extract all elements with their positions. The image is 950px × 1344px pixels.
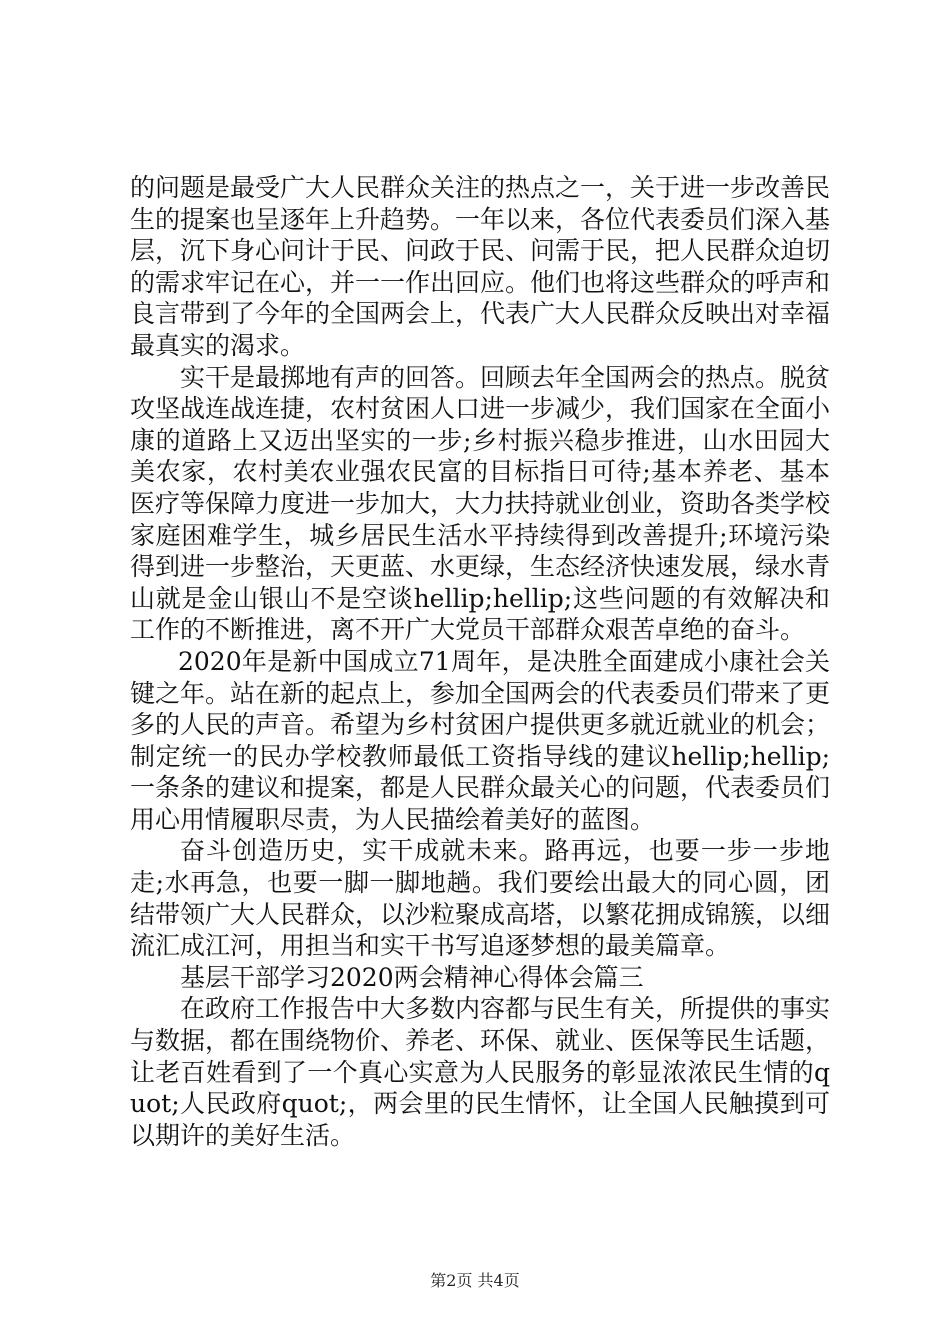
paragraph-4: 奋斗创造历史，实干成就未来。路再远，也要一步一步地走;水再急，也要一脚一脚地趟。我们要绘出最大的同心圆，团结带领广大人民群众，以沙粒聚成高塔，以繁花拥成锦簇，以细流汇成江河，用担当和实干书写追逐梦想的最美篇章。 — [130, 836, 831, 961]
paragraph-1: 的问题是最受广大人民群众关注的热点之一，关于进一步改善民生的提案也呈逐年上升趋势。一年以来，各位代表委员们深入基层，沉下身心问计于民、问政于民、问需于民，把人民群众迫切的需求牢记在心，并一一作出回应。他们也将这些群众的呼声和良言带到了今年的全国两会上，代表广大人民群众反映出对幸福最真实的渴求。 — [130, 173, 831, 360]
paragraph-5: 在政府工作报告中大多数内容都与民生有关，所提供的事实与数据，都在围绕物价、养老、环保、就业、医保等民生话题，让老百姓看到了一个真心实意为人民服务的彰显浓浓民生情的quot;人民政府quot;，两会里的民生情怀，让全国人民触摸到可以期许的美好生活。 — [130, 994, 831, 1150]
section-heading: 基层干部学习2020两会精神心得体会篇三 — [180, 962, 644, 992]
page-footer: 第2页 共4页 — [430, 1271, 520, 1290]
document-body — [130, 172, 830, 1151]
paragraph-3: 2020年是新中国成立71周年，是决胜全面建成小康社会关键之年。站在新的起点上，参加全国两会的代表委员们带来了更多的人民的声音。希望为乡村贫困户提供更多就近就业的机会；制定统一的民办学校教师最低工资指导线的建议hellip;hellip;一条条的建议和提案，都是人民群众最关心的问题，代表委员们用心用情履职尽责，为人民描绘着美好的蓝图。 — [130, 646, 831, 834]
paragraph-2: 实干是最掷地有声的回答。回顾去年全国两会的热点。脱贫攻坚战连战连捷，农村贫困人口进一步减少，我们国家在全面小康的道路上又迈出坚实的一步;乡村振兴稳步推进，山水田园大美农家，农村美农业强农民富的目标指日可待;基本养老、基本医疗等保障力度进一步加大，大力扶持就业创业，资助各类学校家庭困难学生，城乡居民生活水平持续得到改善提升;环境污染得到进一步整治，天更蓝、水更绿，生态经济快速发展，绿水青山就是金山银山不是空谈hellip;hellip;这些问题的有效解决和工作的不断推进，离不开广大党员干部群众艰苦卓绝的奋斗。 — [130, 362, 831, 645]
